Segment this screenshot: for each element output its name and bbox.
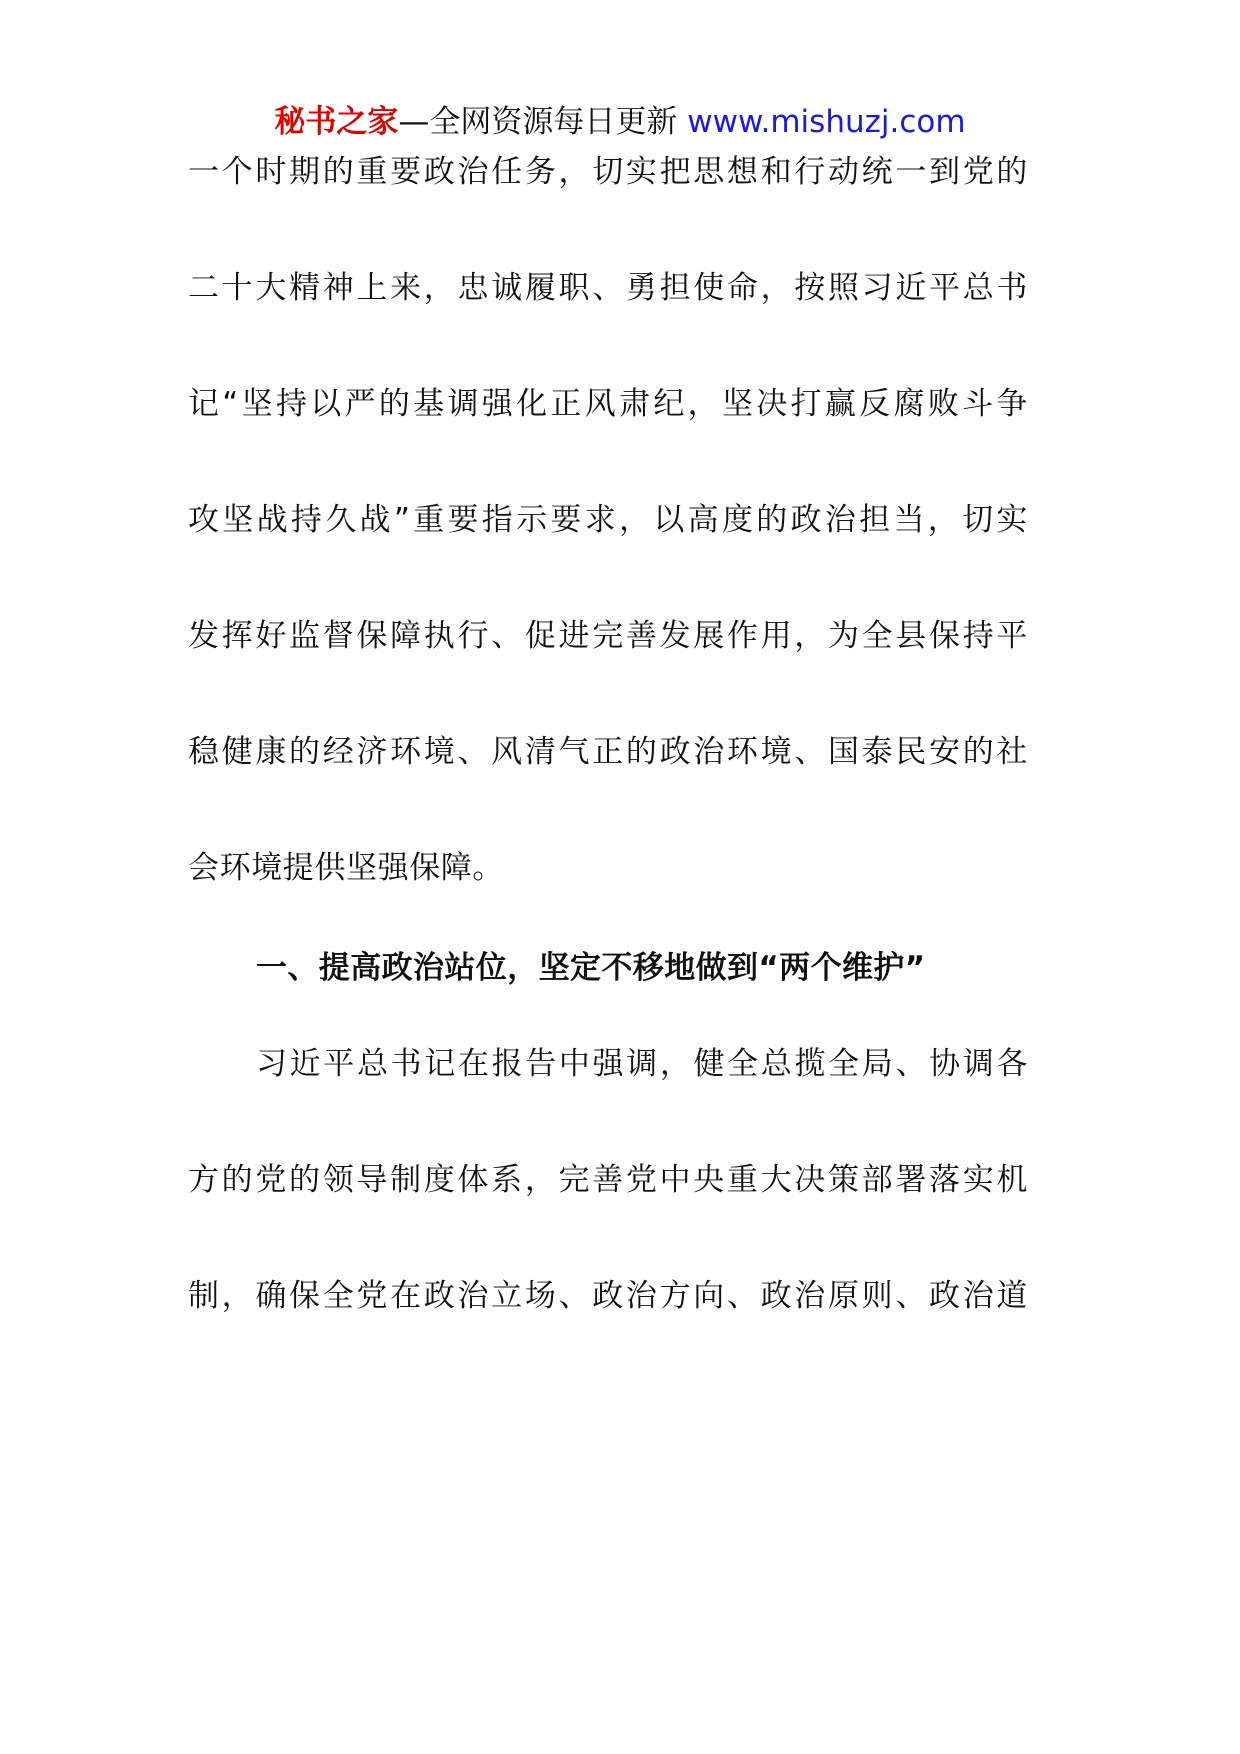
body-text-line: 一个时期的重要政治任务，切实把思想和行动统一到党的: [188, 154, 1028, 190]
body-text-line: 方的党的领导制度体系，完善党中央重大决策部署落实机: [188, 1162, 1028, 1198]
header-url[interactable]: www.mishuzj.com: [687, 104, 966, 140]
body-text-line: 发挥好监督保障执行、促进完善发展作用，为全县保持平: [188, 618, 1028, 654]
body-text-line: 记“坚持以严的基调强化正风肃纪，坚决打赢反腐败斗争: [188, 386, 1028, 422]
body-text-line: 二十大精神上来，忠诚履职、勇担使命，按照习近平总书: [188, 270, 1028, 306]
body-text-line: 攻坚战持久战”重要指示要求，以高度的政治担当，切实: [188, 502, 1028, 538]
body-text-line: 会环境提供坚强保障。: [188, 850, 504, 886]
body-text-line: 制，确保全党在政治立场、政治方向、政治原则、政治道: [188, 1278, 1028, 1314]
header-tagline: —全网资源每日更新: [398, 104, 688, 140]
header-brand: 秘书之家: [274, 104, 399, 140]
body-text-line: 习近平总书记在报告中强调，健全总揽全局、协调各: [256, 1046, 1028, 1082]
body-text-line: 稳健康的经济环境、风清气正的政治环境、国泰民安的社: [188, 734, 1028, 770]
section-heading: 一、提高政治站位，坚定不移地做到“两个维护”: [256, 950, 926, 986]
page-header: [0, 100, 1240, 144]
